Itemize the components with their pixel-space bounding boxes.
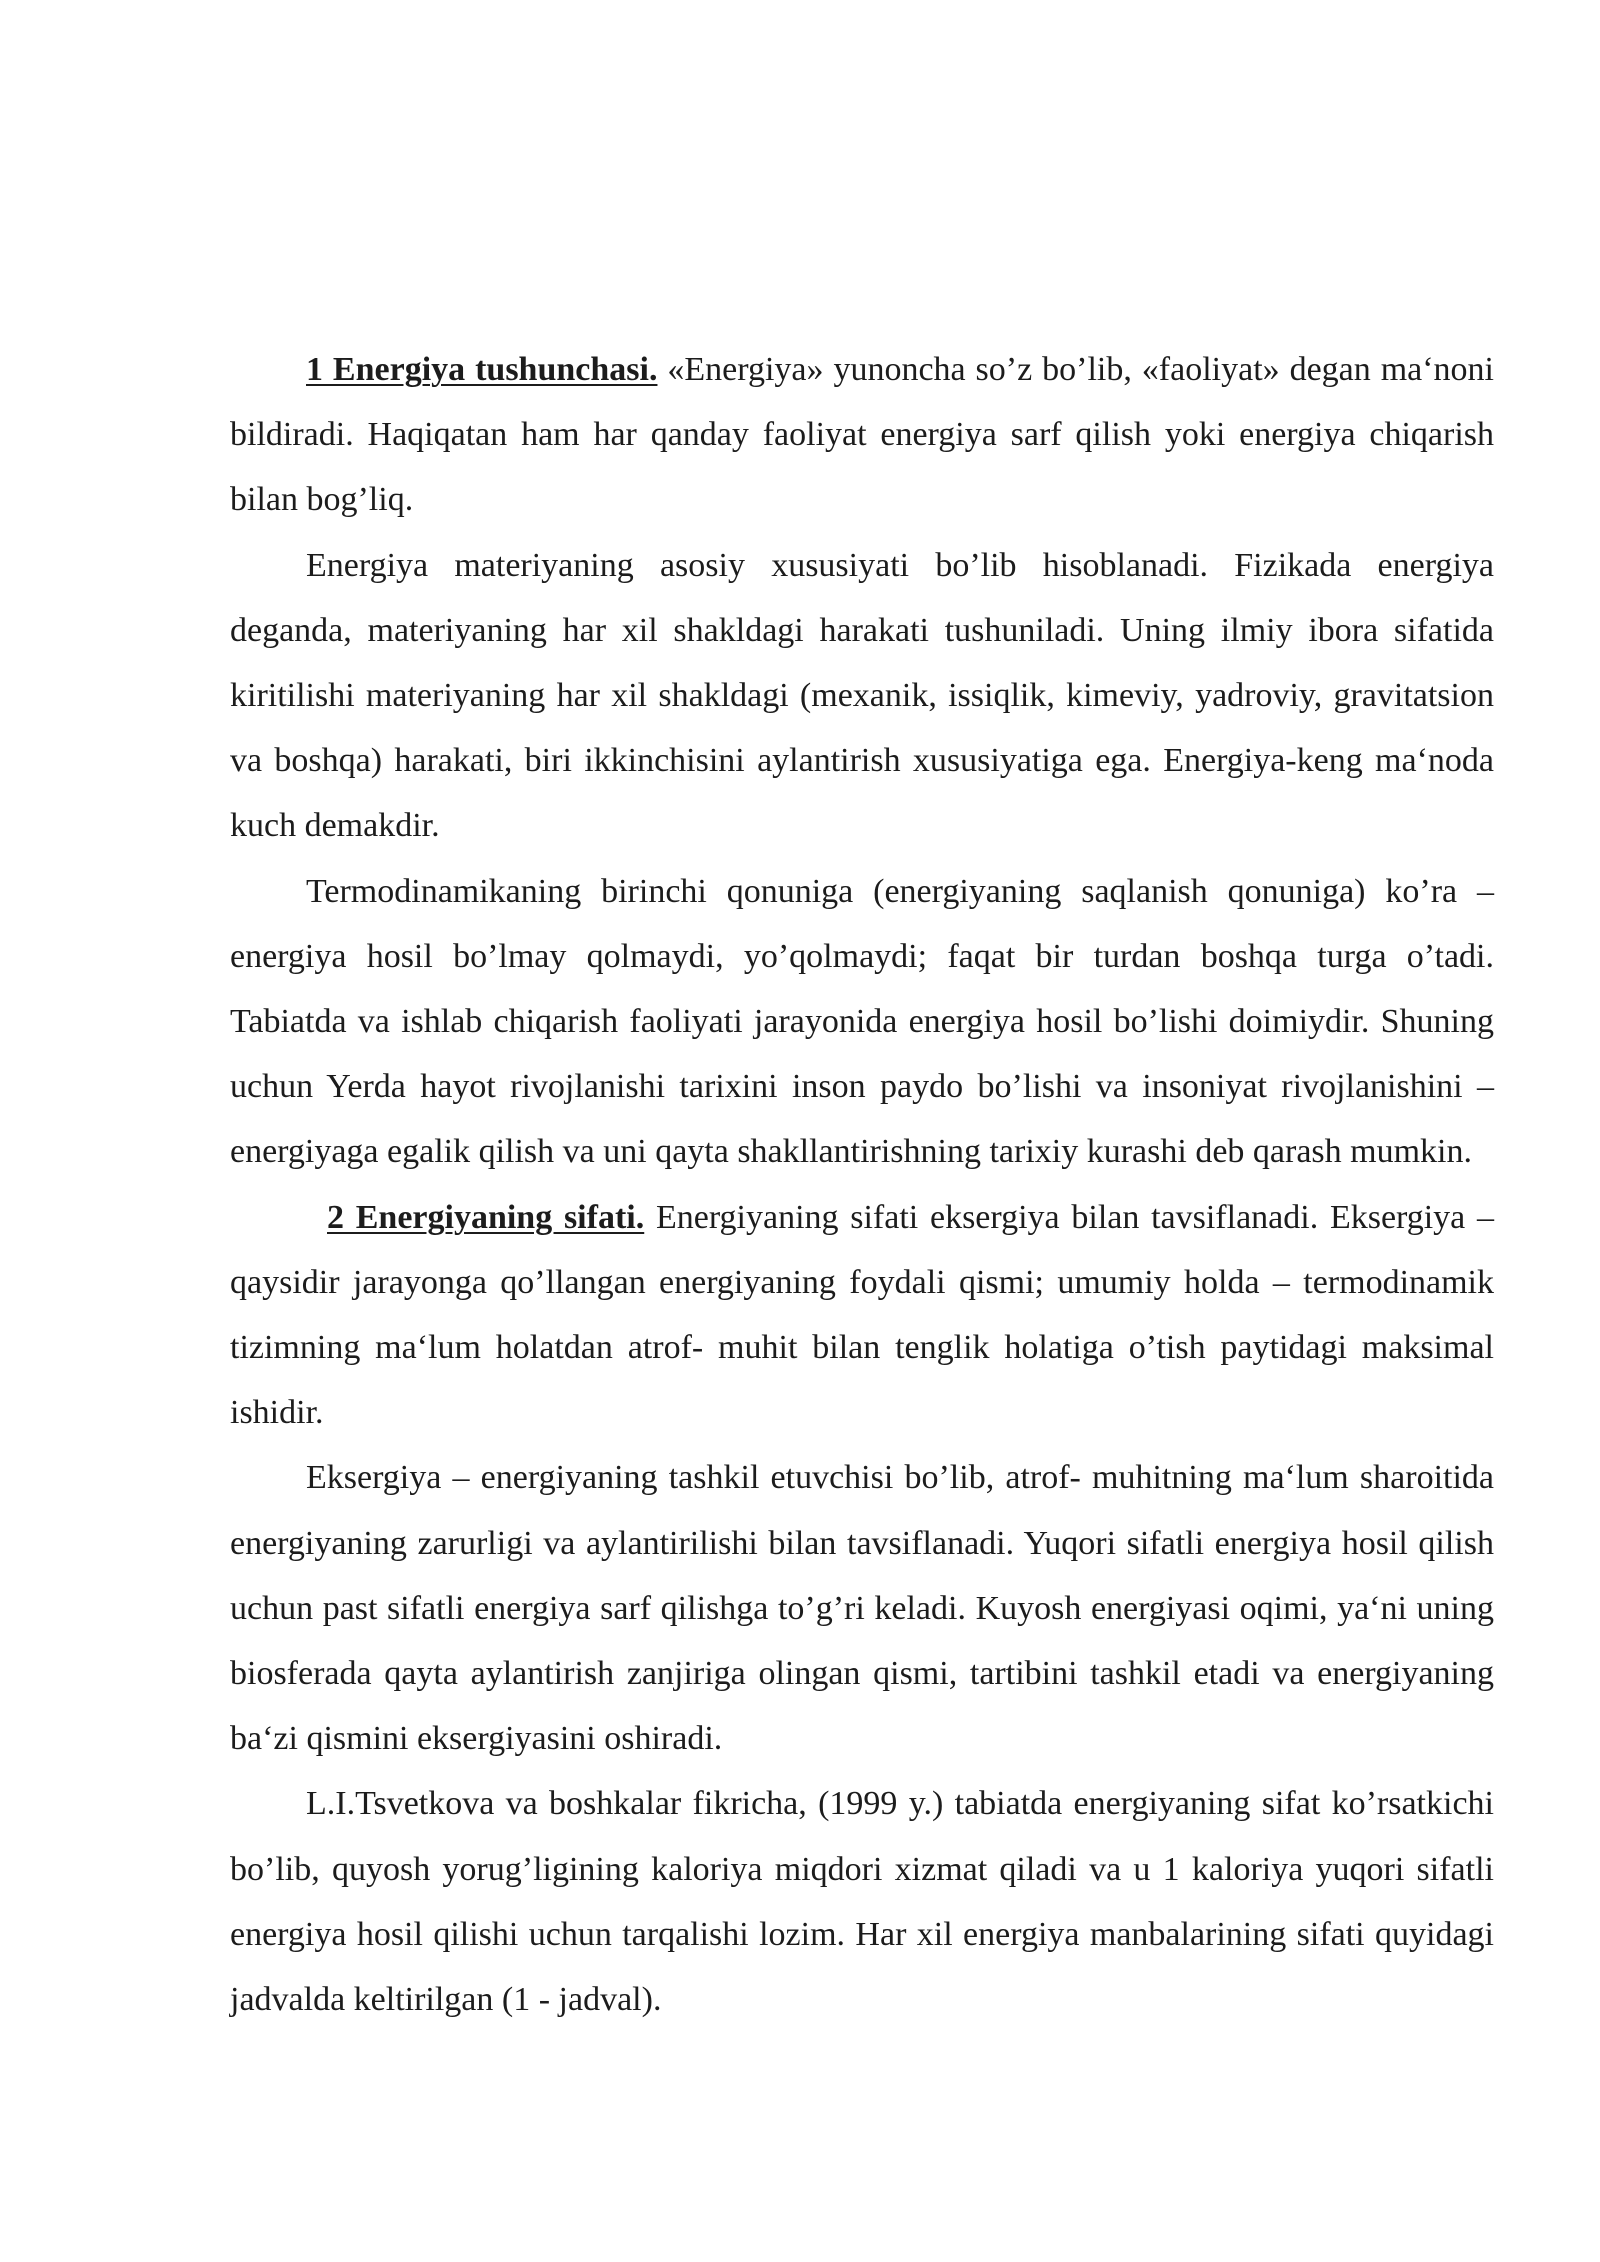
document-page [230,337,1494,2032]
paragraph-4 [230,1185,1494,1446]
paragraph-3: Termodinamikaning birinchi qonuniga (energiyaning saqlanish qonuniga) ko’ra – energiya hosil bo’lmay qolmaydi, yo’qolmaydi; faqat bir turdan boshqa turga o’tadi. Tabiatda va ishlab chiqarish faoliyati jarayonida energiya hosil bo’lishi doimiydir. Shuning uchun Yerda hayot rivojlanishi tarixini inson paydo bo’lishi va insoniyat rivojlanishini – energiyaga egalik qilish va uni qayta shakllantirishning tarixiy kurashi deb qarash mumkin. [230,872,1494,1171]
paragraph-5: Eksergiya – energiyaning tashkil etuvchisi bo’lib, atrof- muhitning ma‘lum sharoitida energiyaning zarurligi va aylantirilishi bilan tavsiflanadi. Yuqori sifatli energiya hosil qilish uchun past sifatli energiya sarf qilishga to’g’ri keladi. Kuyosh energiyasi oqimi, ya‘ni uning biosferada qayta aylantirish zanjiriga olingan qismi, tartibini tashkil etadi va energiyaning ba‘zi qismini eksergiyasini oshiradi. [230,1459,1494,1758]
paragraph-6: L.I.Tsvetkova va boshkalar fikricha, (1999 y.) tabiatda energiyaning sifat ko’rsatkichi bo’lib, quyosh yorug’ligining kaloriya miqdori xizmat qiladi va u 1 kaloriya yuqori sifatli energiya hosil qilishi uchun tarqalishi lozim. Har xil energiya manbalarining sifati quyidagi jadvalda keltirilgan (1 - jadval). [230,1785,1494,2019]
paragraph-1-text: «Energiya» yunoncha so’z bo’lib, «faoliyat» degan ma‘noni bildiradi. Haqiqatan ham har qanday faoliyat energiya sarf qilish yoki energiya chiqarish bilan bog’liq. [230,351,1494,519]
paragraph-2: Energiya materiyaning asosiy xususiyati bo’lib hisoblanadi. Fizikada energiya deganda, materiyaning har xil shakldagi harakati tushuniladi. Uning ilmiy ibora sifatida kiritilishi materiyaning har xil shakldagi (mexanik, issiqlik, kimeviy, yadroviy, gravitatsion va boshqa) harakati, biri ikkinchisini aylantirish xususiyatiga ega. Energiya-keng ma‘noda kuch demakdir. [230,546,1494,845]
section-heading-1: 1 Energiya tushunchasi. [306,351,658,388]
paragraph-4-text: Energiyaning sifati eksergiya bilan tavsiflanadi. Eksergiya – qaysidir jarayonga qo’llangan energiyaning foydali qismi; umumiy holda – termodinamik tizimning ma‘lum holatdan atrof- muhit bilan tenglik holatiga o’tish paytidagi maksimal ishidir. [230,1198,1495,1432]
section-heading-2: 2 Energiyaning sifati. [327,1198,645,1236]
paragraph-1 [230,337,1494,533]
